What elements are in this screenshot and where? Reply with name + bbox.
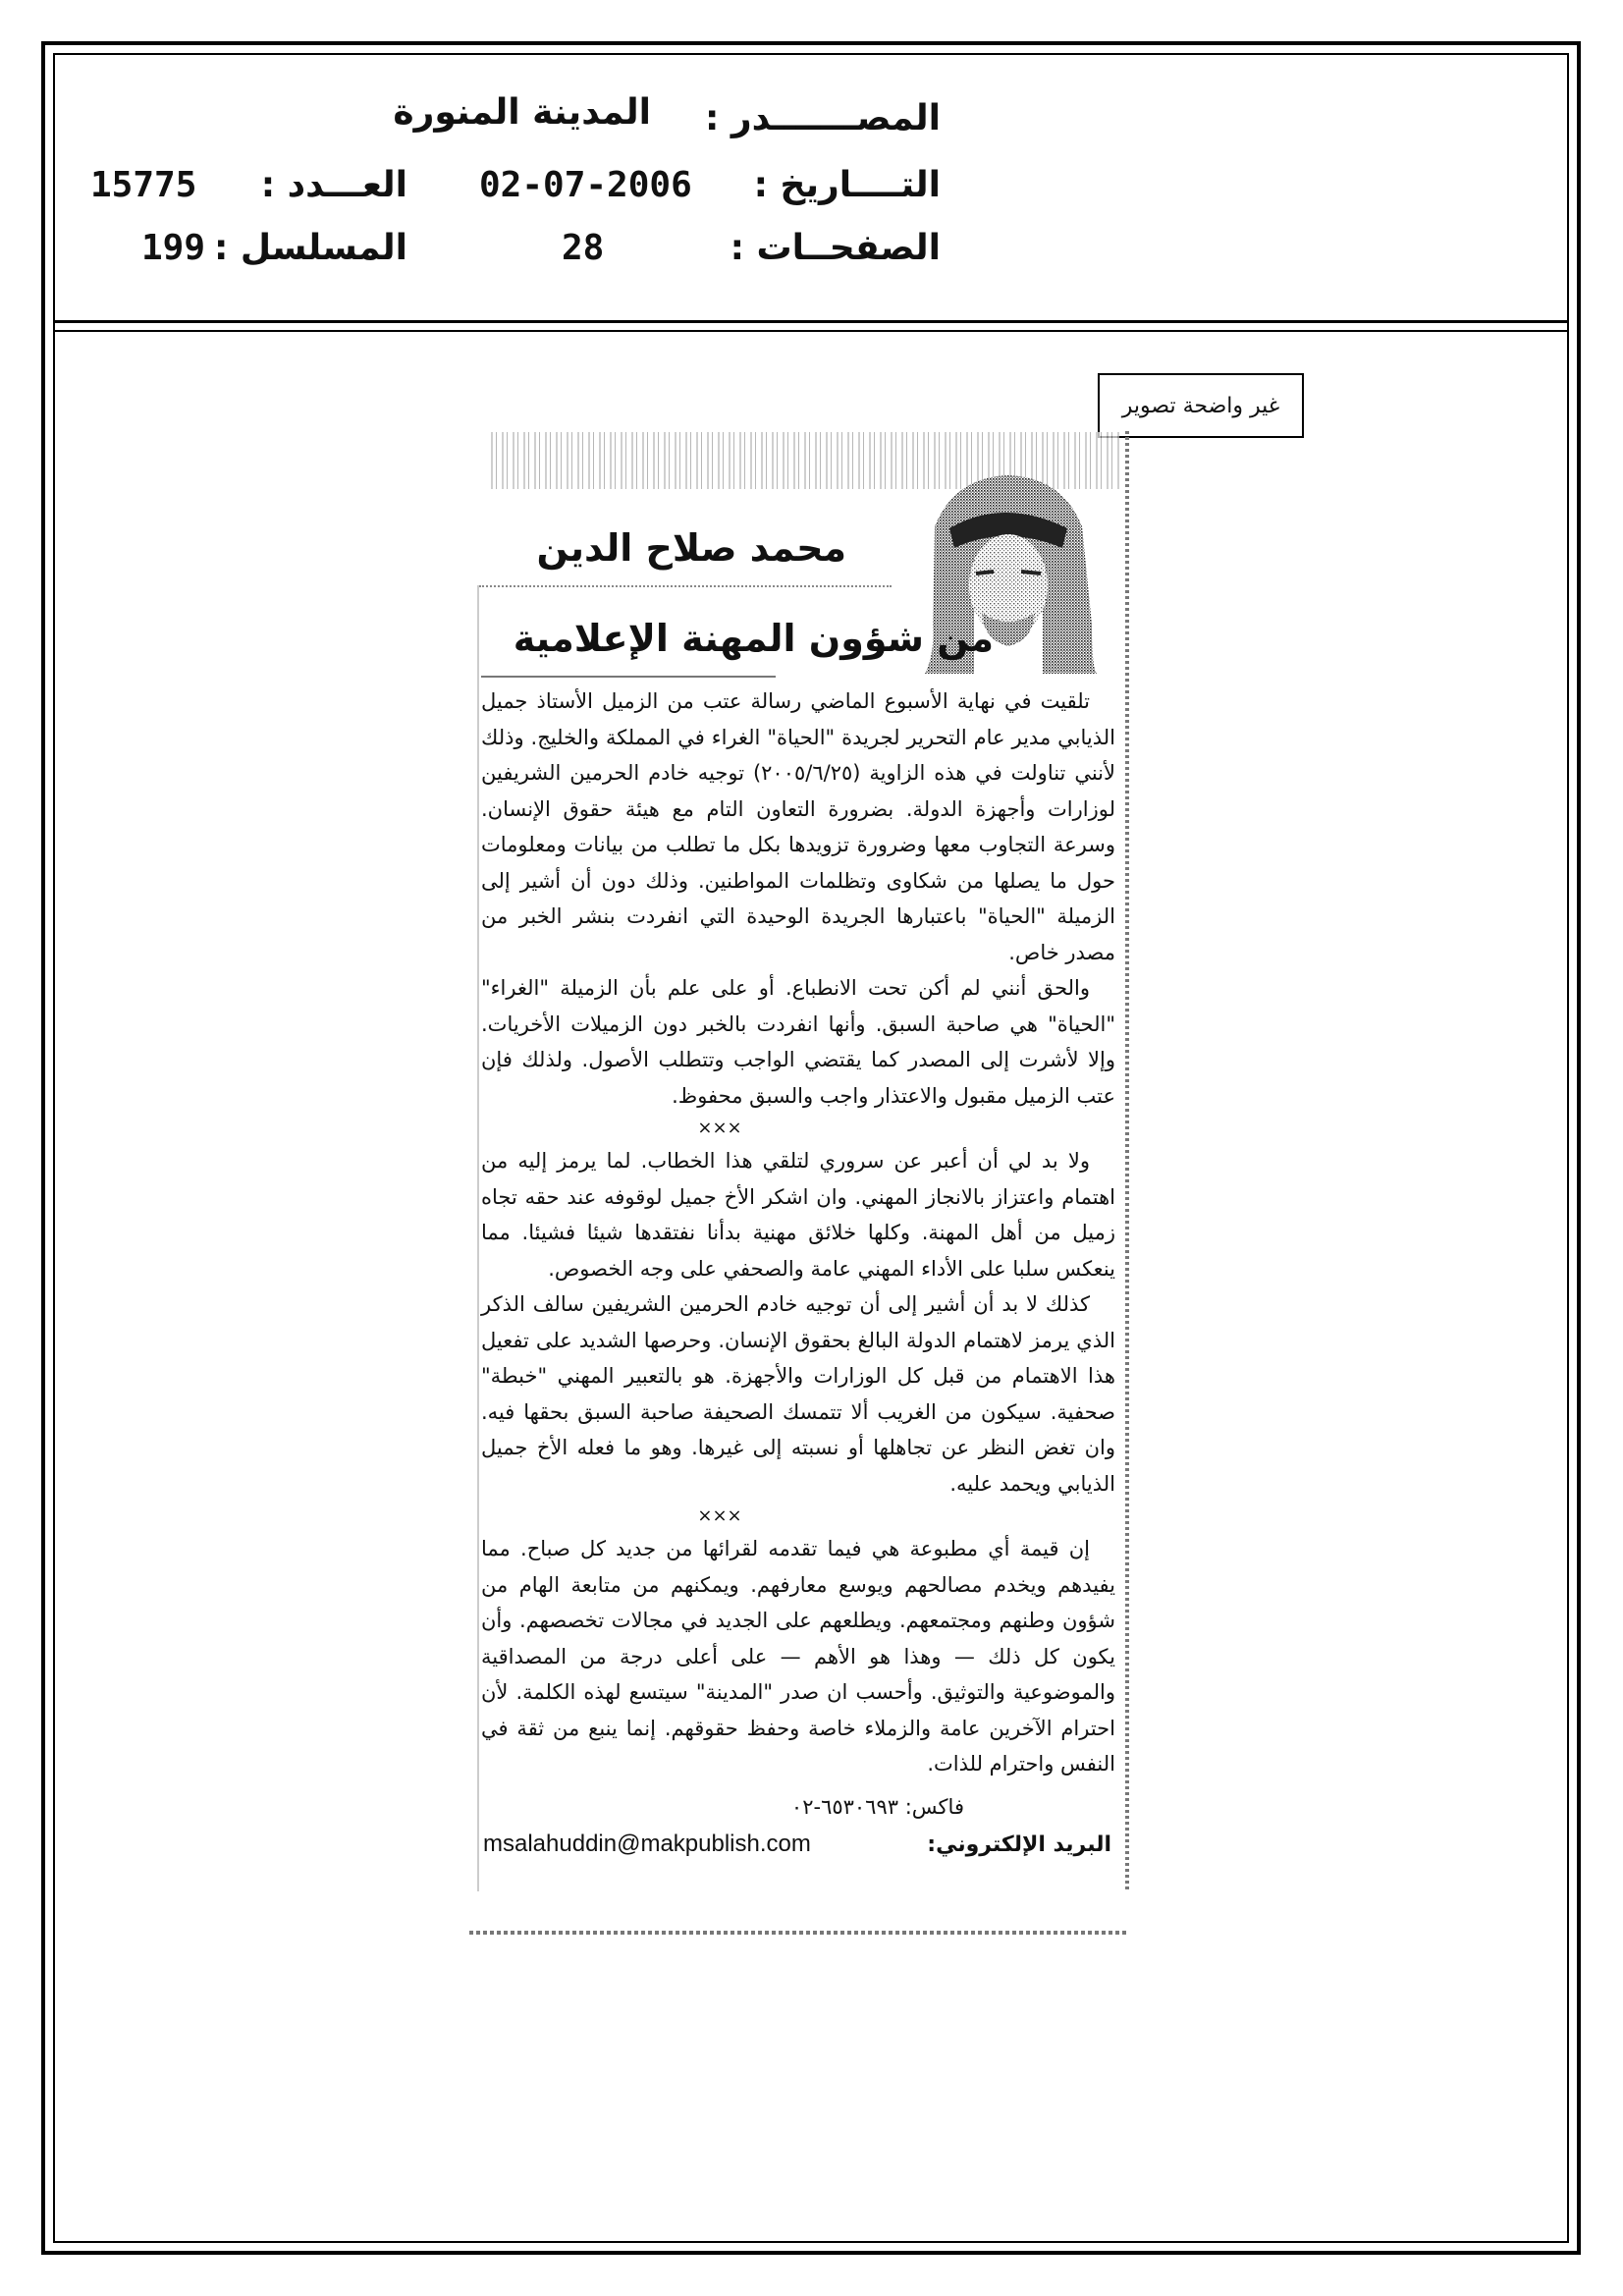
clipping-edge-bottom <box>469 1931 1127 1935</box>
clipping-edge-left <box>477 585 479 1891</box>
issue-label: العـــدد : <box>260 165 407 205</box>
email-label: البريد الإلكتروني: <box>927 1832 1111 1857</box>
serial-label: المسلسل : <box>213 228 407 268</box>
paragraph: إن قيمة أي مطبوعة هي فيما تقدمه لقرائها من جديد كل صباح. مما يفيدهم ويخدم مصالحهم ويوسع معارفهم. ويمكنهم من متابعة الهام من شؤون وطنهم ومجتمعهم. ويطلعهم على الجديد في مجالات تخصصهم. وأن يكون كل ذلك — وهذا هو الأهم — على أعلى درجة من المصداقية والموضوعية والتوثيق. وأحسب ان صدر "المدينة" سيتسع لهذه الكلمة. لأن احترام الآخرين عامة والزملاء خاصة وحفظ حقوقهم. إنما ينبع من ثقة في النفس واحترام للذات. <box>481 1537 1115 1776</box>
pages-label: الصفحــات : <box>730 228 941 268</box>
clipping-edge-right <box>1125 428 1129 1889</box>
photo-quality-note: غير واضحة تصوير <box>1098 373 1304 438</box>
article-title: من شؤون المهنة الإعلامية <box>513 617 994 660</box>
paragraph: ولا بد لي أن أعبر عن سروري لتلقي هذا الخطاب. لما يرمز إليه من اهتمام واعتزاز بالانجاز المهني. وان اشكر الأخ جميل لوقوفه عند حقه تجاه زميل من أهل المهنة. وكلها خلائق مهنية بدأنا نفتقدها شيئا فشيئا. مما ينعكس سلبا على الأداء المهني عامة والصحفي على وجه الخصوص. <box>481 1149 1115 1281</box>
fax-number: فاكس: ٦٥٣٠٦٩٣-٠٢ <box>790 1795 964 1819</box>
section-separator: ××× <box>697 1118 742 1138</box>
email-row <box>483 1831 1111 1858</box>
source-label: المصـــــــدر : <box>704 98 941 138</box>
paragraph: كذلك لا بد أن أشير إلى أن توجيه خادم الحرمين الشريفين سالف الذكر الذي يرمز لاهتمام الدولة البالغ بحقوق الإنسان. وحرصها الشديد على تفعيل هذا الاهتمام من قبل كل الوزارات والأجهزة. هو بالتعبير المهني "خبطة" صحفية. سيكون من الغريب ألا تتمسك الصحيفة صاحبة السبق بحقها فيه. وان تغض النظر عن تجاهلها أو نسبته إلى غيرها. وهو ما فعله الأخ جميل الذيابي ويحمد عليه. <box>481 1292 1115 1496</box>
email-address: msalahuddin@makpublish.com <box>483 1831 811 1857</box>
article-body <box>481 683 1115 1782</box>
date-label: التــــاريخ : <box>753 165 941 205</box>
author-contact <box>483 1787 1111 1858</box>
author-rule <box>479 585 892 587</box>
header-divider-thin <box>53 330 1569 332</box>
section-separator: ××× <box>697 1505 742 1526</box>
newspaper-clipping <box>469 428 1141 1944</box>
date-value: 02-07-2006 <box>479 165 692 205</box>
author-name: محمد صلاح الدين <box>536 526 846 570</box>
title-rule <box>481 676 776 678</box>
paragraph: تلقيت في نهاية الأسبوع الماضي رسالة عتب من الزميل الأستاذ جميل الذيابي مدير عام التحرير لجريدة "الحياة" الغراء في المملكة والخليج. وذلك لأنني تناولت في هذه الزاوية (٢٠٠٥/٦/٢٥) توجيه خادم الحرمين الشريفين لوزارات وأجهزة الدولة. بضرورة التعاون التام مع هيئة حقوق الإنسان. وسرعة التجاوب معها وضرورة تزويدها بكل ما تطلب من بيانات ومعلومات حول ما يصلها من شكاوى وتظلمات المواطنين. وذلك دون أن أشير إلى الزميلة "الحياة" باعتبارها الجريدة الوحيدة التي انفردت بنشر الخبر من مصدر خاص. <box>481 689 1115 964</box>
serial-value: 199 <box>141 228 206 268</box>
paragraph: والحق أنني لم أكن تحت الانطباع. أو على علم بأن الزميلة "الغراء" "الحياة" هي صاحبة السبق. وأنها انفردت بالخبر دون الزميلات الأخريات. وإلا لأشرت إلى المصدر كما يقتضي الواجب وتتطلب الأصول. ولذلك فإن عتب الزميل مقبول والاعتذار واجب والسبق محفوظ. <box>481 976 1115 1108</box>
header-divider <box>53 320 1569 323</box>
issue-value: 15775 <box>90 165 197 205</box>
pages-value: 28 <box>562 228 605 268</box>
source-value: المدينة المنورة <box>393 92 651 133</box>
